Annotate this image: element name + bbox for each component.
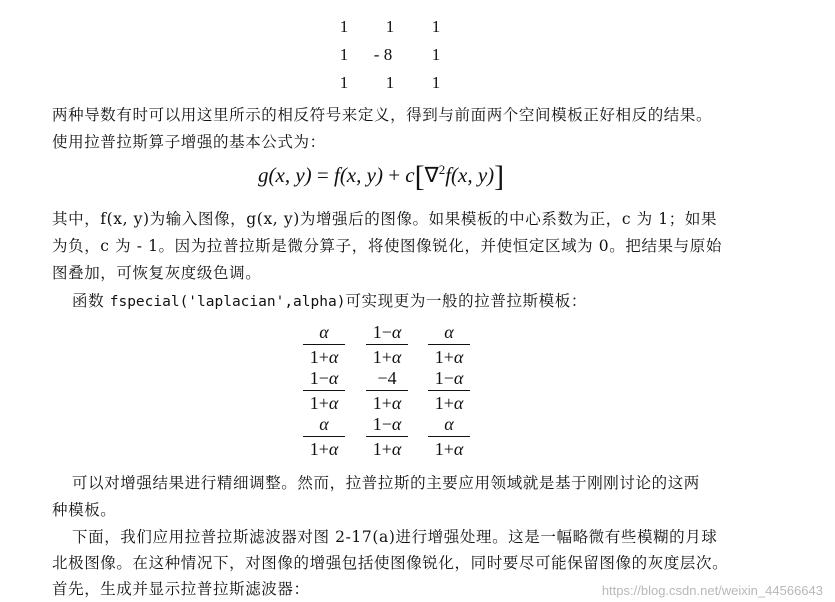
formula-lhs: g(x, y) (258, 163, 312, 187)
matrix-cell: 1 (339, 45, 349, 64)
enhancement-formula (258, 160, 504, 194)
nabla-symbol: ∇ (424, 163, 439, 187)
formula-superscript: 2 (438, 162, 446, 177)
matrix-cell: 1 (385, 73, 395, 92)
paragraph-line: 使用拉普拉斯算子增强的基本公式为： (52, 133, 326, 151)
fraction-cell: 1−α 1+α (428, 367, 470, 414)
paragraph-line: 首先，生成并显示拉普拉斯滤波器： (52, 580, 310, 598)
formula-f: f(x, y) (333, 163, 383, 187)
fraction-cell: α 1+α (428, 413, 470, 460)
matrix-cell: 1 (431, 17, 441, 36)
paragraph-line: 两种导数有时可以用这里所示的相反符号来定义，得到与前面两个空间模板正好相反的结果。 (52, 106, 713, 124)
formula-plus: + (388, 163, 401, 187)
paragraph-line: 其中，f(x, y)为输入图像，g(x, y)为增强后的图像。如果模板的中心系数为正，c 为 1；如果 (52, 210, 718, 228)
matrix-cell: - 8 (373, 45, 393, 64)
right-bracket: ] (494, 160, 505, 193)
paragraph-line: 下面，我们应用拉普拉斯滤波器对图 2-17(a)进行增强处理。这是一幅略微有些模糊的月球 (72, 528, 718, 546)
paragraph-line (72, 290, 587, 313)
fraction-cell: α 1+α (428, 321, 470, 368)
matrix-cell: 1 (431, 73, 441, 92)
paragraph-line: 可以对增强结果进行精细调整。然而，拉普拉斯的主要应用领域就是基于刚刚讨论的这两 (72, 474, 700, 492)
text-prefix: 函数 (72, 292, 110, 310)
matrix-cell: 1 (431, 45, 441, 64)
fraction-cell: α 1+α (303, 321, 345, 368)
code-snippet: fspecial('laplacian',alpha) (109, 294, 346, 310)
formula-f2: f(x, y) (445, 163, 495, 187)
formula-c: c (405, 163, 415, 187)
paragraph-line: 种模板。 (52, 501, 117, 519)
fraction-cell: 1−α 1+α (366, 321, 408, 368)
matrix-cell: 1 (385, 17, 395, 36)
paragraph-line: 北极图像。在这种情况下，对图像的增强包括使图像锐化，同时要尽可能保留图像的灰度层次。 (52, 554, 729, 572)
fraction-cell: α 1+α (303, 413, 345, 460)
fraction-cell: 1−α 1+α (366, 413, 408, 460)
text-suffix: 可实现更为一般的拉普拉斯模板： (345, 292, 587, 310)
fraction-cell: 1−α 1+α (303, 367, 345, 414)
matrix-cell: 1 (339, 17, 349, 36)
paragraph-line: 为负，c 为 - 1。因为拉普拉斯是微分算子，将使图像锐化，并使恒定区域为 0。把结果与原始 (52, 237, 722, 255)
watermark-url: https://blog.csdn.net/weixin_44566643 (601, 583, 823, 598)
fraction-cell: −4 1+α (366, 367, 408, 414)
formula-equals: = (316, 163, 329, 187)
matrix-cell: 1 (339, 73, 349, 92)
paragraph-line: 图叠加，可恢复灰度级色调。 (52, 264, 262, 282)
left-bracket: [ (414, 160, 425, 193)
